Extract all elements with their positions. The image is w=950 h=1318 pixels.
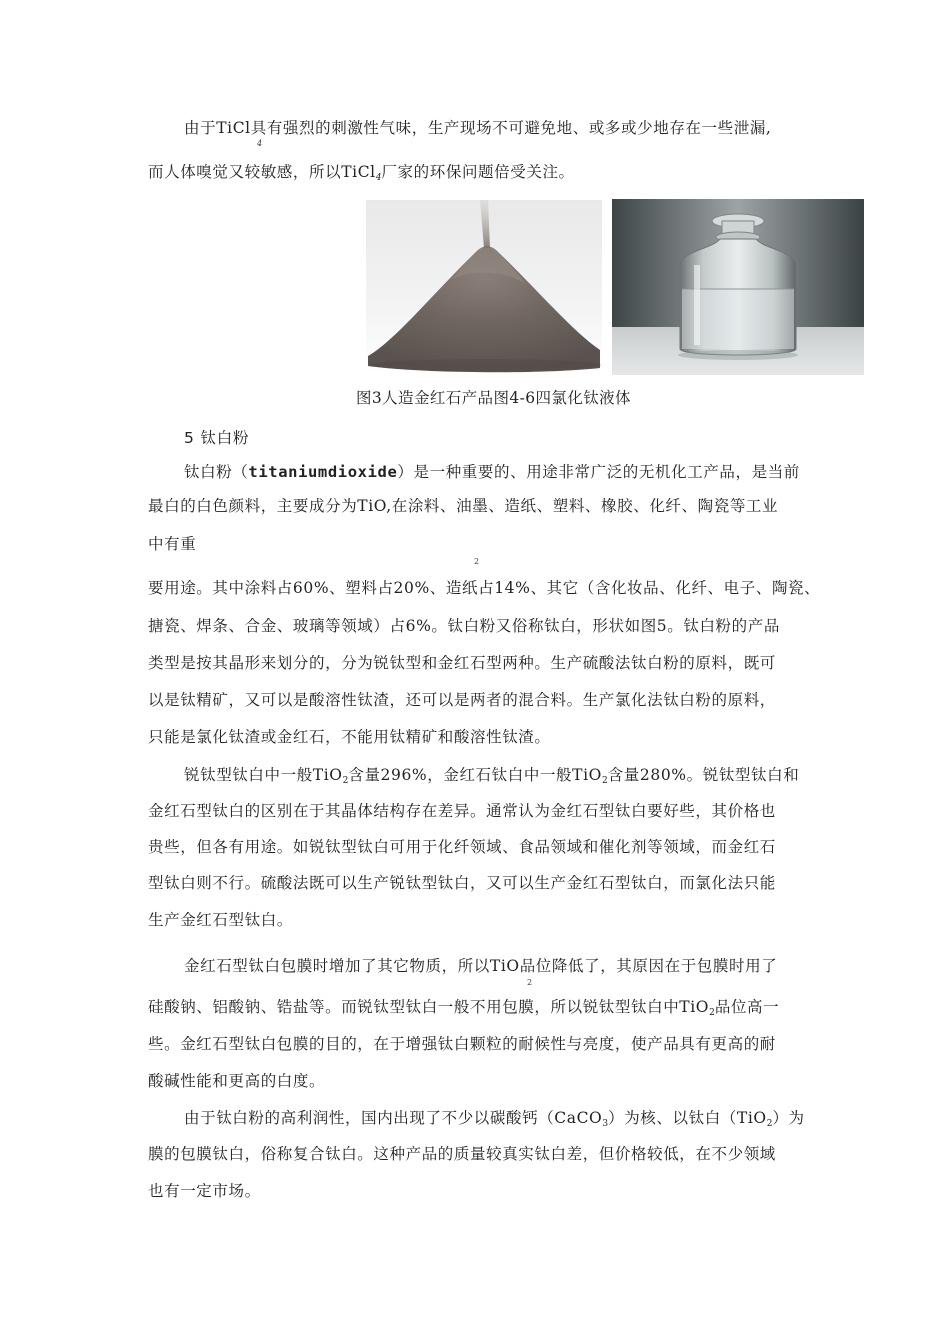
para2-subscript-2: 2 [601, 776, 608, 786]
para3-line-1: 金红石型钛白包膜时增加了其它物质，所以TiO品位降低了，其原因在于包膜时用了 [184, 957, 778, 975]
figure-caption: 图3人造金红石产品图4-6四氯化钛液体 [356, 389, 631, 407]
para4-line-1-c: ）为 [772, 1109, 805, 1127]
para4-line-1-b: ）为核、以钛白（TiO [608, 1109, 767, 1127]
para1-line-2: 最白的白色颜料，主要成分为TiO,在涂料、油墨、造纸、塑料、橡胶、化纤、陶瓷等工业 [148, 497, 779, 515]
para3-line-4: 酸碱性能和更高的白度。 [148, 1072, 326, 1090]
para3-subscript: 2 [527, 978, 533, 987]
para1-line-3: 中有重 [148, 535, 197, 553]
para2-line-5: 生产金红石型钛白。 [148, 911, 293, 929]
para2-subscript-1: 2 [342, 776, 349, 786]
para2-line-1-b: 含量296%，金红石钛白中一般TiO [348, 766, 602, 784]
rutile-powder-photo [366, 200, 602, 374]
ticl4-bottle-photo [612, 199, 864, 375]
para2-line-1-a: 锐钛型钛白中一般TiO [184, 766, 343, 784]
para1-line-1-end: ）是一种重要的、用途非常广泛的无机化工产品，是当前 [397, 463, 800, 481]
intro-line-2 [148, 162, 575, 188]
intro-line-2-end: 厂家的环保问题倍受关注。 [381, 163, 575, 181]
para1-line-1 [184, 462, 800, 482]
para1-line-7: 以是钛精矿，又可以是酸溶性钛渣，还可以是两者的混合料。生产氯化法钛白粉的原料， [148, 691, 776, 709]
para3-line-2-a: 硅酸钠、铝酸钠、锆盐等。而锐钛型钛白一般不用包膜，所以锐钛型钛白中TiO [148, 998, 710, 1016]
para4-line-2: 膜的包膜钛白，俗称复合钛白。这种产品的质量较真实钛白差，但价格较低，在不少领域 [148, 1145, 776, 1163]
para4-line-3: 也有一定市场。 [148, 1182, 261, 1200]
para3-line-2-b: 品位高一 [714, 998, 780, 1016]
para2-line-1 [184, 765, 799, 791]
intro-line-2-start: 而人体嗅觉又较敏感，所以TiCl [148, 163, 376, 181]
para4-subscript-1: 3 [602, 1119, 609, 1129]
para1-line-5: 搪瓷、焊条、合金、玻璃等领域）占6%。钛白粉又俗称钛白，形状如图5。钛白粉的产品 [148, 617, 780, 635]
para1-line-4: 要用途。其中涂料占60%、塑料占20%、造纸占14%、其它（含化妆品、化纤、电子、陶瓷、 [148, 579, 821, 597]
section-heading: 5 钛白粉 [184, 429, 250, 447]
para1-line-8: 只能是氯化钛渣或金红石，不能用钛精矿和酸溶性钛渣。 [148, 728, 551, 746]
para1-line-6: 类型是按其晶形来划分的，分为锐钛型和金红石型两种。生产硫酸法钛白粉的原料，既可 [148, 654, 776, 672]
para4-subscript-2: 2 [766, 1119, 773, 1129]
para4-line-1 [184, 1108, 805, 1134]
para2-line-1-c: 含量280%。锐钛型钛白和 [607, 766, 800, 784]
para2-line-2: 金红石型钛白的区别在于其晶体结构存在差异。通常认为金红石型钛白要好些，其价格也 [148, 802, 776, 820]
para3-subscript-inline: 2 [709, 1008, 715, 1018]
para3-line-3: 些。金红石型钛白包膜的目的，在于增强钛白颗粒的耐候性与亮度，使产品具有更高的耐 [148, 1035, 776, 1053]
para1-subscript: 2 [474, 557, 480, 566]
intro-subscript-1: 4 [257, 139, 263, 148]
para1-line-1-start: 钛白粉（ [184, 463, 249, 481]
intro-subscript-2: 4 [375, 173, 382, 183]
para3-line-2 [148, 997, 779, 1023]
intro-line-1: 由于TiCl具有强烈的刺激性气味，生产现场不可避免地、或多或少地存在一些泄漏, [184, 119, 772, 137]
para2-line-3: 贵些，但各有用途。如锐钛型钛白可用于化纤领域、食品领域和催化剂等领域，而金红石 [148, 838, 776, 856]
para1-term-bold: titaniumdioxide [248, 463, 398, 481]
para4-line-1-a: 由于钛白粉的高利润性，国内出现了不少以碳酸钙（CaCO [184, 1109, 603, 1127]
para2-line-4: 型钛白则不行。硫酸法既可以生产锐钛型钛白，又可以生产金红石型钛白，而氯化法只能 [148, 874, 776, 892]
